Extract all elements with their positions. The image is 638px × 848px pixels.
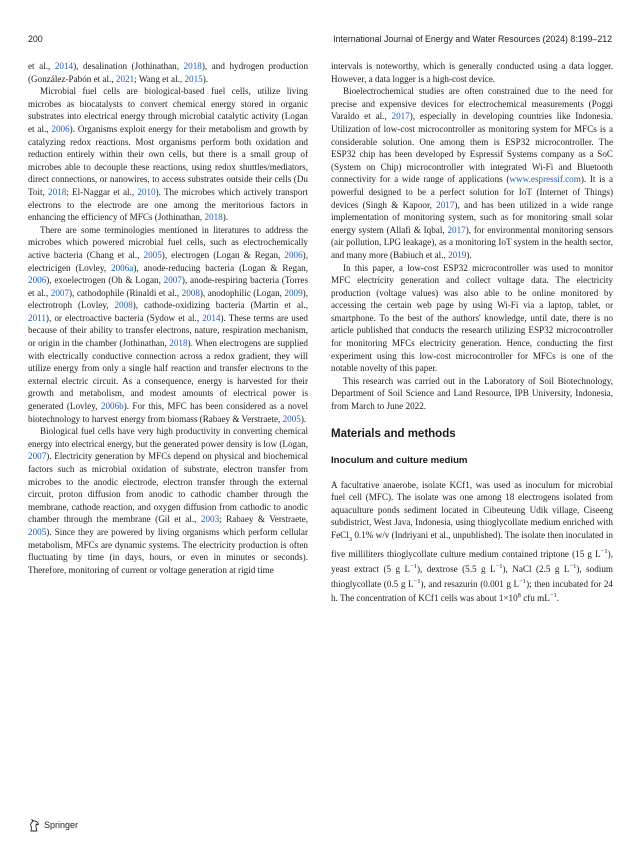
text-run: ), dextrose (5.5 g L (417, 564, 496, 575)
text-run: ), anode-respiring bacteria (Torres et al., (28, 275, 309, 298)
text-run: This research was carried out in the Laboratory of Soil Biotechnology, Department of Soil Science and Land Resource, IPB University, Indonesia, from March to June 2022. (331, 375, 613, 412)
text-run: ). Since they are powered by living organisms which perform cellular metabolism, MFCs are dynamic systems. The electricity production is often fluctuating by time (in days, hours, or even in minutes or seconds). Therefore, monitoring of current or voltage generation at rigid time (28, 526, 308, 575)
citation-link[interactable]: 2017 (447, 224, 466, 235)
citation-link[interactable]: 2019 (448, 249, 467, 260)
citation-link[interactable]: 2010 (137, 186, 156, 197)
citation-link[interactable]: 2005 (282, 413, 301, 424)
text-run: ), cathodophile (Rinaldi et al., (69, 287, 182, 298)
citation-link[interactable]: 2015 (184, 73, 203, 84)
citation-link[interactable]: 2009 (284, 287, 303, 298)
text-run: ). (466, 249, 472, 260)
superscript: −1 (410, 563, 417, 571)
text-run: ), cathode-oxidizing bacteria (Martin et al., (132, 300, 308, 311)
citation-link[interactable]: www.espressif.com (509, 174, 581, 185)
citation-link[interactable]: 2006 (28, 275, 47, 286)
text-run: ). Electricity generation by MFCs depend on physical and biochemical factors such as microbial oxidation of substrate, electron transfer from microbes to the anodic electrode, electron transfer through the external circuit, proton diffusion from anodic to cathodic chamber through the membrane, cathode reaction, and oxygen diffusion from cathodic to anodic chamber through the membrane (Gil et al., (28, 451, 308, 525)
superscript: −1 (600, 548, 608, 556)
citation-link[interactable]: 2007 (28, 451, 47, 462)
text-run: Bioelectrochemical studies are often constrained due to the need for precise and expensive devices for electrochemical measurements (Poggi Varaldo et al., (331, 86, 613, 122)
text-run: ; Rabaey & Verstraete, (219, 514, 308, 525)
text-run: Biological fuel cells have very high productivity in converting chemical energy into electrical energy, but the generated power density is low (Logan, (28, 426, 308, 449)
citation-link[interactable]: 2018 (204, 212, 223, 223)
citation-link[interactable]: 2008 (114, 300, 133, 311)
text-run: ), and has been utilized in a wide range implementation of monitoring system, such as for monitoring small solar energy system (Allafi & Iqbal, (331, 199, 613, 235)
superscript: −1 (495, 563, 503, 571)
text-run: ). (222, 212, 229, 223)
text-run: ). When electrogens are supplied with electrically conductive connection across a redox gradient, they will utilize energy from only a single half reaction and transfer electrons to the external electric circuit. As a consequence, energy is harvested for their growth and metabolism, and modest amounts of electrical power is generated (Lovley, (28, 338, 308, 412)
text-run: intervals is noteworthy, which is generally conducted using a data logger. However, a data logger is a high-cost device. (331, 61, 613, 84)
citation-link[interactable]: 2007 (50, 287, 69, 298)
journal-citation: International Journal of Energy and Water Resources (2024) 8:199–212 (333, 34, 612, 44)
superscript: −1 (549, 592, 557, 600)
citation-link[interactable]: 2017 (391, 111, 410, 122)
citation-link[interactable]: 2011 (28, 312, 46, 323)
text-run: ), electrogen (Logan & Regan, (161, 249, 285, 260)
citation-link[interactable]: 2003 (200, 514, 220, 525)
citation-link[interactable]: 2014 (202, 312, 221, 323)
citation-link[interactable]: 2006b (100, 401, 124, 412)
text-run: ), sodium thioglycollate (0.5 g L (331, 564, 613, 589)
section-heading: Materials and methods (331, 427, 456, 440)
superscript: 8 (517, 592, 521, 600)
superscript: −1 (413, 577, 421, 585)
page-number: 200 (28, 34, 43, 44)
citation-link[interactable]: 2021 (115, 73, 135, 84)
text-run: ; El-Naggar et al., (66, 186, 138, 197)
text-run: There are some terminologies mentioned in literatures to address the microbes which powered microbial fuel cells, such as electrochemically active bacteria (Chang et al., (28, 224, 308, 260)
text-run: In this paper, a low-cost ESP32 microcontroller was used to monitor MFC electricity generation and collect voltage data. The electricity production (voltage values) was also able to be online monitored by accessing the certain web page by using Wi-Fi via a laptop, tablet, or smartphone. To the best of the authors' knowledge, until date, there is no article published that conducts the research utilizing ESP32 microcontroller for monitoring MFCs electricity generation. Hence, conducting the first experiment using this low-cost microcontroller for MFCs is one of the notable novelty of this paper. (331, 262, 613, 374)
citation-link[interactable]: 2006a (111, 262, 134, 273)
body-paragraph (28, 425, 308, 576)
right-column (331, 60, 613, 605)
body-paragraph (331, 262, 613, 375)
text-run: A facultative anaerobe, isolate KCf1, was used as inoculum for microbial fuel cell (MFC). The isolate was one among 18 electrogens isolated from aquaculture ponds sediment located in Cibeuteung Udik village, Ciseeng subdistrict, West Java, Indonesia, using thioglycollate medium enriched with FeCl (331, 479, 613, 540)
body-paragraph (28, 85, 308, 224)
citation-link[interactable]: 2018 (169, 338, 188, 349)
body-paragraph (331, 60, 613, 85)
text-run: . (556, 593, 560, 604)
body-paragraph (331, 375, 613, 413)
text-run: ); then incubated for 24 h. The concentration of KCf1 cells was about 1×10 (331, 578, 613, 604)
text-run: ), electricigen (Lovley, (28, 249, 308, 273)
running-header (28, 34, 612, 48)
text-run: ), electrotroph (Lovley, (28, 287, 308, 311)
body-paragraph (28, 224, 308, 426)
text-run: ), and hydrogen production (González-Pabón et al., (28, 61, 309, 84)
text-run: ), especially in developing countries like Indonesia. Utilization of low-cost microcontroller as monitoring system for MFCs is a considerable solution. One among them is ESP32 microcontroller. The ESP32 chip has been developed by Espressif Systems company as a SoC (System on Chip) microcontroller with integrated Wi-Fi and Bluetooth connectivity for a wide range of applications ( (331, 111, 613, 185)
text-run: ). It is a powerful designed to be a perfect solution for IoT (Internet of Things) devices (Singh & Kapoor, (331, 174, 614, 210)
citation-link[interactable]: 2017 (436, 199, 455, 210)
text-run: ), and resazurin (0.001 g L (420, 578, 520, 589)
text-run: et al., (28, 61, 55, 71)
citation-link[interactable]: 2018 (183, 61, 202, 71)
text-run: ), for environmental monitoring sensors (air pollution, LPG leakage), as a monitoring IoT system in the health sector, and many more (Babiuch et al., (331, 224, 613, 260)
text-run: ). (202, 73, 209, 84)
citation-link[interactable]: 2007 (163, 275, 182, 286)
body-paragraph (331, 85, 613, 261)
citation-link[interactable]: 2005 (143, 249, 162, 260)
text-run: ), anode-reducing bacteria (Logan & Regan, (133, 262, 308, 273)
citation-link[interactable]: 2014 (54, 61, 74, 71)
superscript: −1 (519, 577, 527, 585)
publisher-name: Springer (44, 820, 79, 830)
left-column (28, 60, 308, 576)
right-column-paragraphs (331, 60, 613, 413)
text-run: ). (300, 413, 307, 424)
body-paragraph (28, 60, 308, 85)
springer-horse-icon (28, 819, 40, 832)
text-run: ), yeast extract (5 g L (331, 549, 613, 575)
text-run: ). Organisms exploit energy for their metabolism and growth by catalyzing redox reactions. Most organisms perform both oxidation and reduction entirely within their own cells, but there is a small group of microbes able to decouple these reactions, using redox shuttles/mediators, direct connections, or nanowires, to access substrates outside their cells (Du Toit, (28, 123, 309, 197)
citation-link[interactable]: 2006 (284, 249, 303, 260)
citation-link[interactable]: 2018 (48, 186, 67, 197)
citation-link[interactable]: 2006 (51, 123, 70, 134)
text-run: ). For this, MFC has been considered as a novel biotechnology to harvest energy from biomass (Rabaey & Verstraete, (28, 401, 308, 424)
method-paragraph (331, 479, 613, 605)
text-run: ), or electroactive bacteria (Sydow et al., (45, 312, 203, 323)
text-run: Microbial fuel cells are biological-based fuel cells, utilize living microbes as biocatalysts to convert chemical energy stored in organic substrates into electrical energy through microbial catalytic activity (Logan et al., (28, 86, 308, 134)
text-run: ). The microbes which actively transport electrons to the electrode are one among the meritorious factors in enhancing the efficiency of MFCs (Jothinathan, (28, 186, 308, 223)
text-run: ), NaCl (2.5 g L (502, 564, 570, 575)
subsection-heading: Inoculum and culture medium (331, 454, 468, 466)
text-run: cfu mL (520, 593, 550, 604)
text-run: 0.1% w/v (Indriyani et al., unpublished). The isolate then inoculated in five milliliters thioglycollate culture medium contained triptone (15 g L (331, 530, 613, 560)
page-footer (28, 818, 78, 832)
text-run: ), exoelectrogen (Oh & Logan, (46, 275, 164, 286)
subscript: 3 (348, 535, 352, 543)
text-run: ), anodophilic (Logan, (199, 287, 285, 298)
superscript: −1 (569, 563, 577, 571)
text-run: ), desalination (Jothinathan, (73, 61, 184, 71)
text-run: ). These terms are used because of their ability to transfer electrons, nature, respiration mechanism, or origin in the chamber (Jothinathan, (28, 312, 308, 349)
citation-link[interactable]: 2005 (28, 526, 47, 537)
text-run: ; Wang et al., (134, 73, 185, 84)
citation-link[interactable]: 2008 (181, 287, 200, 298)
